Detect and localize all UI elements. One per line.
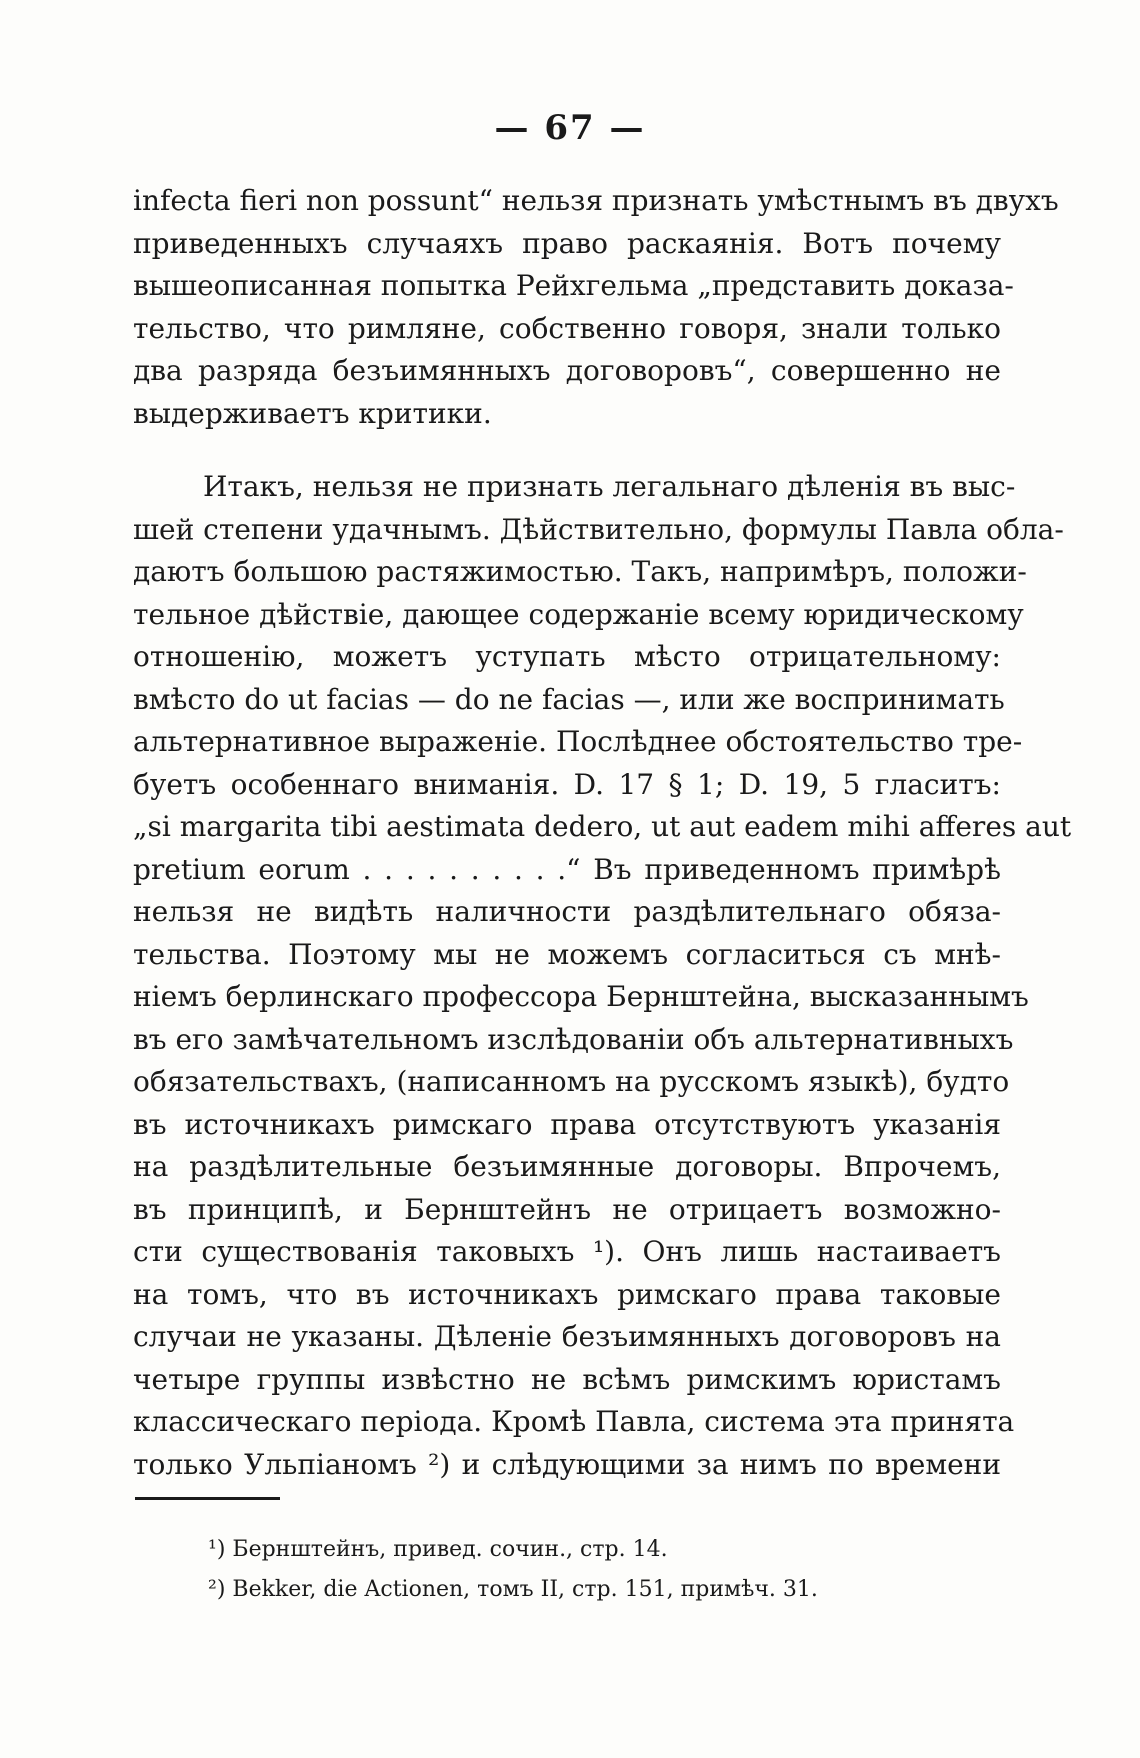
text-line: альтернативное выраженіе. Послѣднее обстоятельство тре- — [133, 725, 1023, 758]
text-line: тельства. Поэтому мы не можемъ согласиться съ мнѣ- — [133, 937, 1001, 971]
footnote-1: ¹) Бернштейнъ, привед. сочин., стр. 14. — [208, 1537, 668, 1562]
text-line: вмѣсто do ut facias — do ne facias —, или же воспринимать — [133, 682, 1005, 716]
paragraph-2 — [133, 466, 1072, 1486]
text-line: вышеописанная попытка Рейхгельма „представить доказа- — [133, 269, 1014, 302]
text-line: случаи не указаны. Дѣленіе безъимянныхъ договоровъ на — [133, 1320, 1001, 1353]
text-line: сти существованія таковыхъ ¹). Онъ лишь настаиваетъ — [133, 1235, 1001, 1268]
footnotes — [208, 1530, 968, 1610]
text-line: на томъ, что въ источникахъ римскаго права таковые — [133, 1277, 1001, 1311]
text-line: въ его замѣчательномъ изслѣдованіи объ альтернативныхъ — [133, 1022, 1014, 1056]
text-line: четыре группы извѣстно не всѣмъ римскимъ юристамъ — [133, 1362, 1001, 1396]
footnote-divider — [135, 1497, 280, 1500]
text-line: шей степени удачнымъ. Дѣйствительно, формулы Павла обла- — [133, 512, 1064, 546]
text-line: даютъ большою растяжимостью. Такъ, напримѣръ, положи- — [133, 555, 1027, 588]
text-line: выдерживаетъ критики. — [133, 396, 492, 430]
text-line: infecta fieri non possunt“ нельзя признать умѣстнымъ въ двухъ — [133, 184, 1059, 217]
text-line: классическаго періода. Кромѣ Павла, система эта принята — [133, 1405, 1015, 1438]
text-line: на раздѣлительные безъимянные договоры. Впрочемъ, — [133, 1150, 1001, 1183]
text-line: „si margarita tibi aestimata dedero, ut aut eadem mihi afferes aut — [133, 810, 1072, 843]
text-line: ніемъ берлинскаго профессора Бернштейна, высказаннымъ — [133, 980, 1029, 1013]
footnote-2: ²) Bekker, die Actionen, томъ II, стр. 151, примѣч. 31. — [208, 1577, 818, 1602]
text-line: pretium eorum . . . . . . . . . .“ Въ приведенномъ примѣрѣ — [133, 852, 1001, 886]
text-line: тельное дѣйствіе, дающее содержаніе всему юридическому — [133, 597, 1024, 631]
text-line: приведенныхъ случаяхъ право раскаянія. Вотъ почему — [133, 226, 1001, 260]
text-line: только Ульпіаномъ ²) и слѣдующими за нимъ по времени — [133, 1447, 1001, 1481]
text-line: обязательствахъ, (написанномъ на русскомъ языкѣ), будто — [133, 1065, 1010, 1098]
text-line: отношенію, можетъ уступать мѣсто отрицательному: — [133, 640, 1001, 673]
text-line: два разряда безъимянныхъ договоровъ“, совершенно не — [133, 354, 1001, 387]
paragraph-gap — [133, 435, 1001, 466]
text-line: въ источникахъ римскаго права отсутствуютъ указанія — [133, 1107, 1001, 1141]
paragraph-1 — [133, 180, 1059, 435]
page-number: — 67 — — [494, 108, 646, 148]
text-line: Итакъ, нельзя не признать легальнаго дѣленія въ выс- — [203, 470, 1016, 503]
main-text — [133, 180, 1072, 1486]
text-line: нельзя не видѣть наличности раздѣлительнаго обяза- — [133, 895, 1001, 928]
text-line: въ принципѣ, и Бернштейнъ не отрицаетъ возможно- — [133, 1192, 1001, 1226]
text-line: буетъ особеннаго вниманія. D. 17 § 1; D. 19, 5 гласитъ: — [133, 767, 1001, 801]
text-line: тельство, что римляне, собственно говоря, знали только — [133, 311, 1001, 345]
